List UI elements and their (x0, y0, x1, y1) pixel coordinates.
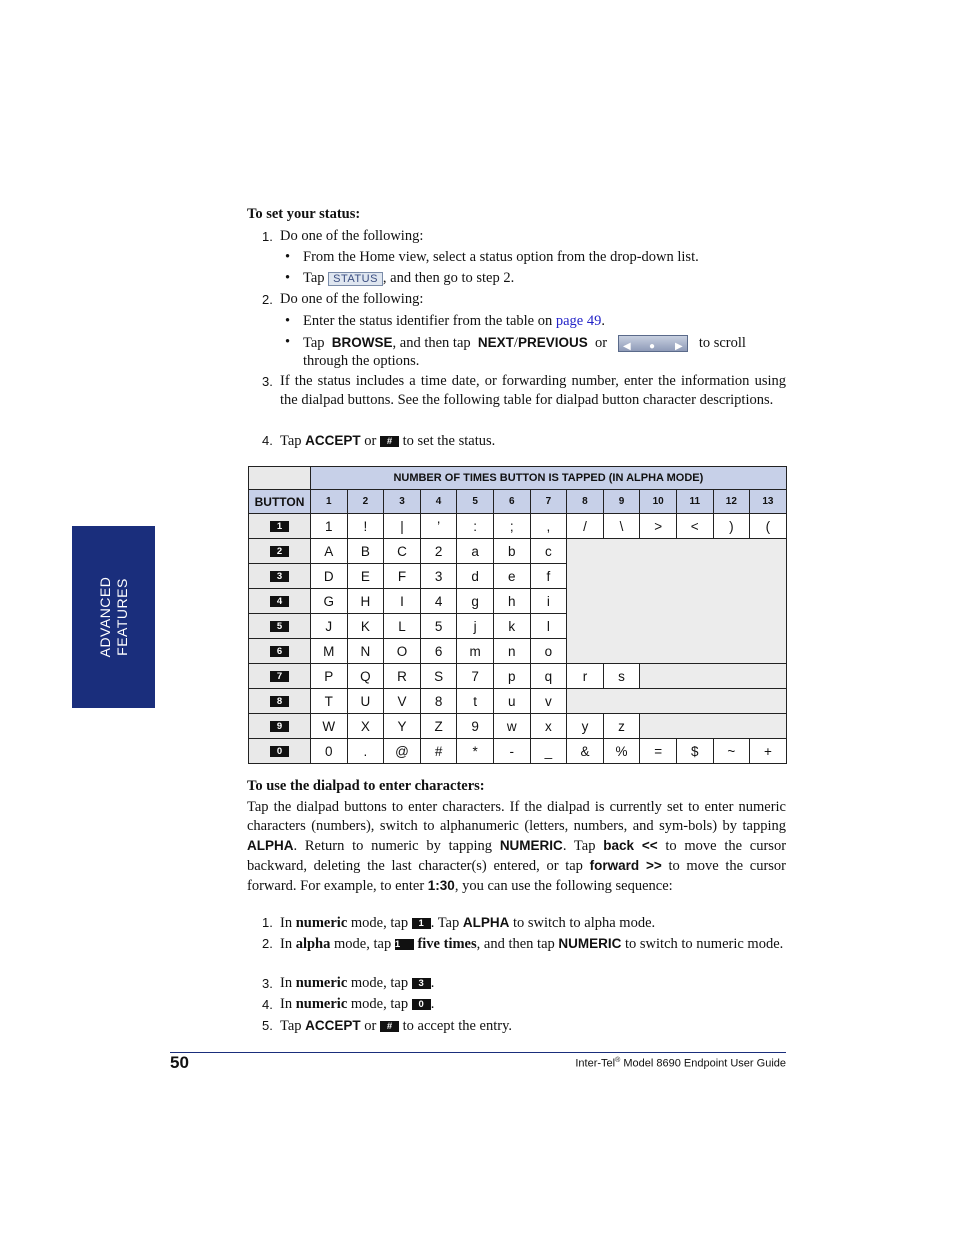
char-cell: J (311, 614, 348, 639)
status-step2-b2 (303, 333, 786, 353)
table-row (249, 739, 787, 764)
empty-cell (640, 714, 786, 739)
text: Tap the dialpad buttons to enter characters. If the dialpad is currently set to enter numeric characters (numbers), switch to alphanumeric (letters, numbers, and sym-bols) by tapping (247, 799, 786, 834)
dialpad-step4 (280, 995, 434, 1014)
dialpad-character-table (248, 466, 787, 764)
column-number: 4 (420, 490, 457, 514)
char-cell: # (420, 739, 457, 764)
numeric-key: NUMERIC (499, 838, 563, 853)
char-cell: C (384, 539, 421, 564)
char-cell: l (530, 614, 567, 639)
char-cell: K (347, 614, 384, 639)
step-number: 2. (262, 936, 273, 951)
char-cell: | (384, 514, 421, 539)
char-cell: M (311, 639, 348, 664)
forward-key: forward >> (589, 858, 662, 873)
button-cell (249, 539, 311, 564)
key-0-icon: 0 (412, 999, 431, 1010)
char-cell: ~ (713, 739, 750, 764)
text: In (280, 915, 293, 931)
text: , and then tap (476, 936, 555, 952)
char-cell: + (750, 739, 787, 764)
step-number: 4. (262, 433, 273, 448)
char-cell: G (311, 589, 348, 614)
section-tab-line1: ADVANCED (96, 576, 113, 658)
text: Enter the status identifier from the table on (303, 313, 553, 329)
char-cell: z (603, 714, 640, 739)
text: In (280, 936, 293, 952)
dialpad-step3 (280, 974, 434, 993)
empty-cell (640, 664, 786, 689)
dialpad-step1 (280, 913, 655, 933)
dialpad-key-icon: 2 (270, 546, 289, 557)
example-value: 1:30 (427, 878, 455, 893)
char-cell: g (457, 589, 494, 614)
char-cell: & (567, 739, 604, 764)
status-step4 (280, 431, 495, 451)
accept-key: ACCEPT (305, 1018, 361, 1033)
char-cell: N (347, 639, 384, 664)
char-cell: 4 (420, 589, 457, 614)
text: Inter-Tel (575, 1057, 616, 1070)
char-cell: 2 (420, 539, 457, 564)
browse-key: BROWSE (331, 335, 393, 350)
char-cell: % (603, 739, 640, 764)
char-cell: $ (676, 739, 713, 764)
text: alpha (295, 936, 331, 952)
char-cell: x (530, 714, 567, 739)
back-key: back << (603, 838, 658, 853)
text: , and then go to step 2. (382, 270, 515, 286)
char-cell: j (457, 614, 494, 639)
dialpad-key-icon: 4 (270, 596, 289, 607)
char-cell: 1 (311, 514, 348, 539)
char-cell: i (530, 589, 567, 614)
button-cell (249, 639, 311, 664)
button-cell (249, 514, 311, 539)
status-step3: If the status includes a time date, or forwarding number, enter the information using the dialpad buttons. See the following table for dialpad button character descriptions. (280, 373, 786, 408)
column-number: 3 (384, 490, 421, 514)
dialpad-key-icon: 9 (270, 721, 289, 732)
char-cell: I (384, 589, 421, 614)
table-row (249, 714, 787, 739)
hash-key-icon: # (380, 436, 399, 447)
dialpad-key-icon: 5 (270, 621, 289, 632)
char-cell: B (347, 539, 384, 564)
char-cell: c (530, 539, 567, 564)
registered-mark: ® (615, 1057, 621, 1064)
key-1-icon: 1 (412, 918, 431, 929)
status-heading: To set your status: (247, 206, 361, 222)
char-cell: \ (603, 514, 640, 539)
empty-cell (567, 539, 787, 664)
char-cell: ’ (420, 514, 457, 539)
column-number: 12 (713, 490, 750, 514)
char-cell: a (457, 539, 494, 564)
text: or (364, 433, 377, 449)
text: . Tap (430, 915, 460, 931)
char-cell: W (311, 714, 348, 739)
char-cell: b (493, 539, 530, 564)
table-corner (249, 467, 311, 490)
bullet: • (285, 249, 291, 265)
status-step1: Do one of the following: (280, 228, 424, 244)
char-cell: - (493, 739, 530, 764)
dialpad-step2 (280, 934, 786, 954)
char-cell: 8 (420, 689, 457, 714)
dialpad-key-icon: 0 (270, 746, 289, 757)
dialpad-heading: To use the dialpad to enter characters: (247, 778, 485, 794)
step-number: 3. (262, 976, 273, 991)
column-header-row (249, 490, 787, 514)
char-cell: _ (530, 739, 567, 764)
button-cell (249, 689, 311, 714)
char-cell: 3 (420, 564, 457, 589)
char-cell: U (347, 689, 384, 714)
button-cell (249, 739, 311, 764)
text: or (364, 1018, 377, 1034)
char-cell: h (493, 589, 530, 614)
char-cell: o (530, 639, 567, 664)
char-cell: r (567, 664, 604, 689)
text: In (280, 996, 293, 1012)
button-cell (249, 714, 311, 739)
text: . (601, 313, 605, 329)
bullet: • (285, 334, 291, 350)
char-cell: d (457, 564, 494, 589)
char-cell: . (347, 739, 384, 764)
char-cell: m (457, 639, 494, 664)
char-cell: L (384, 614, 421, 639)
step-number: 1. (262, 915, 273, 930)
char-cell: D (311, 564, 348, 589)
text: to switch to alpha mode. (512, 915, 656, 931)
dialpad-step5 (280, 1016, 512, 1036)
char-cell: P (311, 664, 348, 689)
text: to accept the entry. (402, 1018, 513, 1034)
bullet: • (285, 270, 291, 286)
text: to switch to numeric mode. (625, 936, 784, 952)
text: to move the cursor backward, deleting the last character(s) entered, or tap (247, 838, 787, 874)
char-cell: V (384, 689, 421, 714)
char-cell: : (457, 514, 494, 539)
status-step2: Do one of the following: (280, 291, 424, 307)
char-cell: @ (384, 739, 421, 764)
char-cell: 9 (457, 714, 494, 739)
char-cell: w (493, 714, 530, 739)
char-cell: Z (420, 714, 457, 739)
column-number: 10 (640, 490, 677, 514)
char-cell: T (311, 689, 348, 714)
text: Model 8690 Endpoint User Guide (620, 1057, 786, 1070)
char-cell: / (567, 514, 604, 539)
column-number: 2 (347, 490, 384, 514)
char-cell: Y (384, 714, 421, 739)
char-cell: k (493, 614, 530, 639)
button-cell (249, 614, 311, 639)
char-cell: Q (347, 664, 384, 689)
column-number: 8 (567, 490, 604, 514)
table-row (249, 689, 787, 714)
column-number: 7 (530, 490, 567, 514)
text: mode, tap (350, 915, 409, 931)
step-number: 1. (262, 229, 273, 244)
column-number: 1 (311, 490, 348, 514)
text: . (430, 975, 435, 991)
char-cell: t (457, 689, 494, 714)
char-cell: e (493, 564, 530, 589)
char-cell: * (457, 739, 494, 764)
char-cell: < (676, 514, 713, 539)
status-button-image: STATUS (328, 272, 383, 286)
step-number: 5. (262, 1018, 273, 1033)
table-row (249, 514, 787, 539)
char-cell: ! (347, 514, 384, 539)
accept-key: ACCEPT (305, 433, 361, 448)
button-cell (249, 589, 311, 614)
scroll-buttons-icon: ◀ ● ▶ (618, 335, 688, 352)
char-cell: f (530, 564, 567, 589)
text: . (430, 996, 435, 1012)
text: mode, tap (350, 996, 409, 1012)
char-cell: s (603, 664, 640, 689)
text: Tap (280, 433, 302, 449)
char-cell: E (347, 564, 384, 589)
section-tab (72, 526, 155, 708)
text: to move the cursor forward. For example, to enter (247, 858, 786, 894)
status-step1-b2 (303, 269, 514, 288)
step-number: 2. (262, 292, 273, 307)
char-cell: ) (713, 514, 750, 539)
dialpad-key-icon: 6 (270, 646, 289, 657)
button-cell (249, 664, 311, 689)
text: numeric (295, 915, 348, 931)
char-cell: H (347, 589, 384, 614)
alpha-key: ALPHA (462, 915, 510, 930)
char-cell: = (640, 739, 677, 764)
char-cell: q (530, 664, 567, 689)
footer-guide-title (575, 1057, 786, 1070)
text: In (280, 975, 293, 991)
char-cell: ( (750, 514, 787, 539)
text: , you can use the following sequence: (454, 878, 673, 894)
bullet: • (285, 313, 291, 329)
text: Tap (303, 335, 325, 351)
page-49-link[interactable]: page 49 (555, 313, 602, 329)
char-cell: X (347, 714, 384, 739)
dialpad-key-icon: 7 (270, 671, 289, 682)
char-cell: , (530, 514, 567, 539)
char-cell: 7 (457, 664, 494, 689)
char-cell: R (384, 664, 421, 689)
char-cell: 0 (311, 739, 348, 764)
column-number: 5 (457, 490, 494, 514)
section-tab-line2: FEATURES (113, 578, 130, 656)
status-step2-b1 (303, 312, 605, 331)
column-number: 13 (750, 490, 787, 514)
numeric-key: NUMERIC (558, 936, 622, 951)
text: . Tap (562, 838, 596, 854)
text: mode, tap (350, 975, 409, 991)
dialpad-paragraph (247, 798, 786, 896)
char-cell: F (384, 564, 421, 589)
char-cell: ; (493, 514, 530, 539)
char-cell: > (640, 514, 677, 539)
dialpad-key-icon: 8 (270, 696, 289, 707)
hash-key-icon: # (380, 1021, 399, 1032)
empty-cell (567, 689, 787, 714)
text: . Return to numeric by tapping (293, 838, 493, 854)
table-header: NUMBER OF TIMES BUTTON IS TAPPED (IN ALPHA MODE) (311, 467, 787, 490)
column-number: 6 (493, 490, 530, 514)
text: to scroll (698, 335, 746, 351)
previous-key: PREVIOUS (517, 335, 588, 350)
key-1-icon: 1 (395, 939, 414, 950)
text: / (513, 335, 518, 351)
footer-rule (170, 1052, 786, 1053)
step-number: 3. (262, 374, 273, 389)
table-row (249, 664, 787, 689)
table-row (249, 539, 787, 564)
text: Tap (303, 270, 325, 286)
char-cell: 6 (420, 639, 457, 664)
step-number: 4. (262, 997, 273, 1012)
text: Tap (280, 1018, 302, 1034)
alpha-key: ALPHA (247, 838, 294, 853)
text: mode, tap (334, 936, 392, 952)
char-cell: O (384, 639, 421, 664)
status-step1-b1: From the Home view, select a status option from the drop-down list. (303, 249, 699, 265)
status-step2-b2-cont: through the options. (303, 353, 420, 369)
char-cell: u (493, 689, 530, 714)
char-cell: v (530, 689, 567, 714)
column-number: 9 (603, 490, 640, 514)
dialpad-key-icon: 3 (270, 571, 289, 582)
char-cell: n (493, 639, 530, 664)
text: numeric (295, 975, 348, 991)
char-cell: A (311, 539, 348, 564)
button-column-header: BUTTON (249, 490, 311, 514)
char-cell: S (420, 664, 457, 689)
char-cell: p (493, 664, 530, 689)
text: , and then tap (392, 335, 471, 351)
dialpad-key-icon: 1 (270, 521, 289, 532)
key-3-icon: 3 (412, 978, 431, 989)
char-cell: 5 (420, 614, 457, 639)
next-key: NEXT (477, 335, 514, 350)
char-cell: y (567, 714, 604, 739)
text: numeric (295, 996, 348, 1012)
text: five times (417, 936, 477, 952)
button-cell (249, 564, 311, 589)
text: to set the status. (402, 433, 496, 449)
page-number: 50 (170, 1053, 189, 1072)
text: or (594, 335, 608, 351)
column-number: 11 (676, 490, 713, 514)
